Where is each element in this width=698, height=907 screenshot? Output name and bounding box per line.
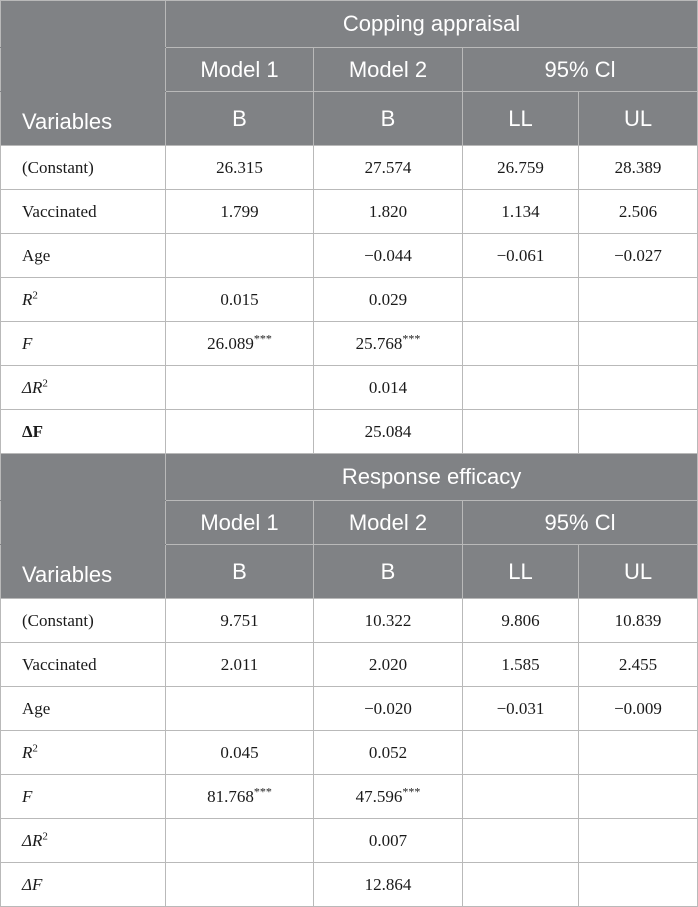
table-row (1, 731, 698, 775)
header-blank-cell (1, 454, 166, 501)
ll-value (463, 366, 579, 410)
table-row (1, 643, 698, 687)
significance-stars: *** (402, 783, 421, 798)
model-1-value: 0.045 (166, 731, 314, 775)
value-text: 47.596 (355, 786, 403, 806)
model-1-header: Model 1 (166, 501, 314, 545)
variable-label: Age (1, 687, 166, 731)
variable-label: Age (1, 234, 166, 278)
variable-label (1, 410, 166, 454)
ul-value (579, 731, 698, 775)
model-2-value: 12.864 (314, 863, 463, 907)
ll-value (463, 278, 579, 322)
ul-value: 2.455 (579, 643, 698, 687)
model-1-value: 1.799 (166, 190, 314, 234)
superscript: 2 (42, 376, 48, 389)
ll-value: −0.061 (463, 234, 579, 278)
b-header: B (166, 92, 314, 146)
ll-value: 1.134 (463, 190, 579, 234)
ul-value (579, 322, 698, 366)
model-2-value: 0.052 (314, 731, 463, 775)
ul-header: UL (579, 92, 698, 146)
model-2-value (314, 775, 463, 819)
model-1-value (166, 366, 314, 410)
ll-value: 9.806 (463, 599, 579, 643)
significance-stars: *** (402, 330, 421, 345)
model-1-value (166, 410, 314, 454)
ll-header: LL (463, 545, 579, 599)
ll-value (463, 775, 579, 819)
variable-symbol: R (22, 289, 33, 309)
ll-value (463, 731, 579, 775)
model-2-value: 0.007 (314, 819, 463, 863)
variable-symbol: F (22, 333, 33, 353)
header-row-columns (1, 545, 698, 599)
table-row (1, 687, 698, 731)
model-2-value: 1.820 (314, 190, 463, 234)
model-1-value (166, 234, 314, 278)
model-2-value: 0.014 (314, 366, 463, 410)
table-row (1, 322, 698, 366)
model-2-header: Model 2 (314, 501, 463, 545)
model-2-value: 2.020 (314, 643, 463, 687)
model-2-value (314, 322, 463, 366)
b-header: B (166, 545, 314, 599)
section-title: Response efficacy (166, 454, 698, 501)
header-blank-cell (1, 1, 166, 48)
table-row (1, 410, 698, 454)
model-1-value: 0.015 (166, 278, 314, 322)
ll-value: −0.031 (463, 687, 579, 731)
section-coping-body (1, 146, 698, 454)
value-text: 81.768 (207, 786, 254, 806)
model-2-value: 25.084 (314, 410, 463, 454)
ul-value: 2.506 (579, 190, 698, 234)
header-row-models (1, 501, 698, 545)
ul-value: −0.009 (579, 687, 698, 731)
model-2-value: 10.322 (314, 599, 463, 643)
header-row-title (1, 454, 698, 501)
superscript: 2 (42, 829, 48, 842)
table-row (1, 234, 698, 278)
header-row-models (1, 48, 698, 92)
table-row (1, 278, 698, 322)
header-row-title (1, 1, 698, 48)
variable-symbol: F (22, 786, 33, 806)
ul-value (579, 410, 698, 454)
model-1-value: 2.011 (166, 643, 314, 687)
superscript: 2 (32, 288, 38, 301)
variable-symbol: ΔF (22, 421, 44, 441)
ll-header: LL (463, 92, 579, 146)
model-1-header: Model 1 (166, 48, 314, 92)
variable-symbol: ΔF (22, 874, 43, 894)
variable-label (1, 278, 166, 322)
variable-label (1, 819, 166, 863)
value-text: 26.089 (207, 333, 254, 353)
model-2-header: Model 2 (314, 48, 463, 92)
b-header: B (314, 92, 463, 146)
variable-label (1, 775, 166, 819)
ci-header: 95% Cl (463, 48, 698, 92)
header-row-columns (1, 92, 698, 146)
table-row (1, 366, 698, 410)
variables-header: Variables (1, 92, 166, 146)
table-row (1, 599, 698, 643)
table-row (1, 190, 698, 234)
ll-value (463, 410, 579, 454)
header-blank-cell (1, 48, 166, 92)
ll-value: 26.759 (463, 146, 579, 190)
ul-value (579, 775, 698, 819)
model-1-value (166, 819, 314, 863)
variable-label (1, 366, 166, 410)
ul-value: 10.839 (579, 599, 698, 643)
ul-value: −0.027 (579, 234, 698, 278)
model-2-value: 0.029 (314, 278, 463, 322)
table-row (1, 775, 698, 819)
variables-header: Variables (1, 545, 166, 599)
model-1-value: 9.751 (166, 599, 314, 643)
variable-symbol: R (22, 742, 33, 762)
ul-header: UL (579, 545, 698, 599)
variable-label: (Constant) (1, 146, 166, 190)
section-coping-header (1, 1, 698, 146)
superscript: 2 (32, 741, 38, 754)
variable-label: (Constant) (1, 599, 166, 643)
ul-value (579, 278, 698, 322)
ul-value: 28.389 (579, 146, 698, 190)
model-1-value: 26.315 (166, 146, 314, 190)
variable-label: Vaccinated (1, 643, 166, 687)
ll-value (463, 819, 579, 863)
variable-label: Vaccinated (1, 190, 166, 234)
table-row (1, 146, 698, 190)
variable-symbol: ΔR (22, 377, 43, 397)
ul-value (579, 819, 698, 863)
model-1-value (166, 322, 314, 366)
b-header: B (314, 545, 463, 599)
ul-value (579, 366, 698, 410)
model-2-value: −0.044 (314, 234, 463, 278)
ll-value (463, 322, 579, 366)
model-1-value (166, 687, 314, 731)
section-efficacy-header (1, 454, 698, 599)
model-1-value (166, 775, 314, 819)
section-efficacy-body (1, 599, 698, 907)
significance-stars: *** (253, 783, 272, 798)
model-2-value: −0.020 (314, 687, 463, 731)
header-blank-cell (1, 501, 166, 545)
model-2-value: 27.574 (314, 146, 463, 190)
significance-stars: *** (253, 330, 272, 345)
variable-label (1, 322, 166, 366)
ll-value: 1.585 (463, 643, 579, 687)
value-text: 25.768 (355, 333, 403, 353)
section-title: Copping appraisal (166, 1, 698, 48)
variable-symbol: ΔR (22, 830, 43, 850)
ci-header: 95% Cl (463, 501, 698, 545)
table-row (1, 819, 698, 863)
variable-label (1, 731, 166, 775)
